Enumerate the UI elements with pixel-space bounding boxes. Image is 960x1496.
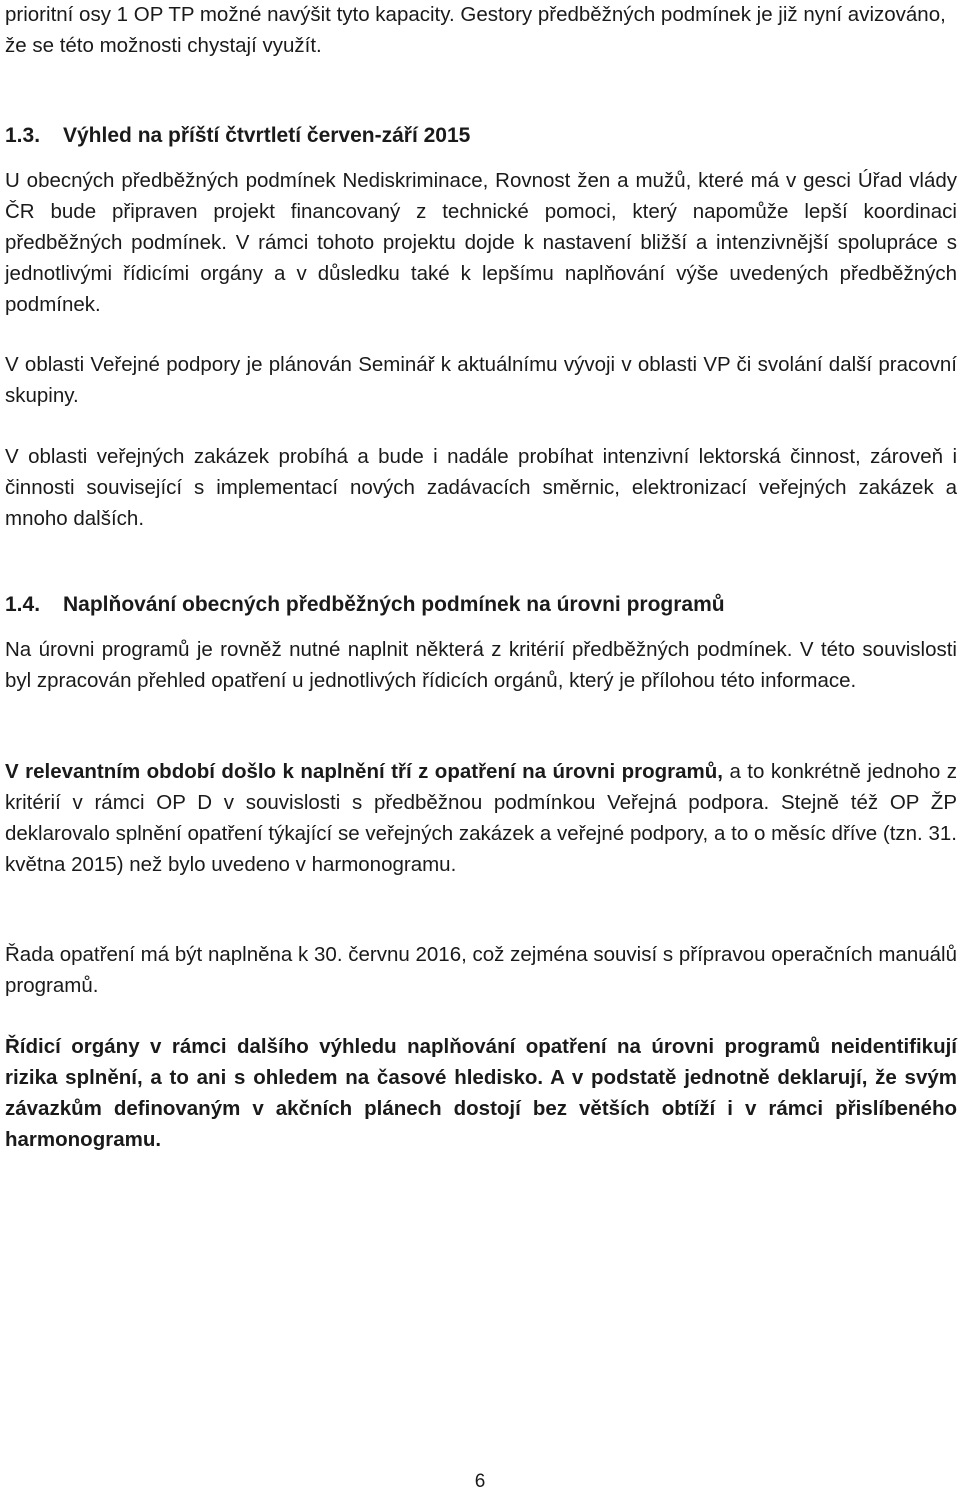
paragraph-nediskriminace: U obecných předběžných podmínek Nediskriminace, Rovnost žen a mužů, které má v gesci Úřad vlády ČR bude připraven projekt financovaný z technické pomoci, který napomůže lepší koordinaci předběžných podmínek. V rámci tohoto projektu dojde k nastavení bližší a intenzivnější spolupráce s jednotlivými řídicími orgány a v důsledku také k lepšímu naplňování výše uvedených předběžných podmínek. <box>5 169 957 316</box>
section-heading-1-4 <box>5 589 957 620</box>
page-number: 6 <box>474 1471 486 1492</box>
paragraph-bold-lead: V relevantním období došlo k naplnění tří z opatření na úrovni programů, <box>5 760 723 783</box>
section-title: Naplňování obecných předběžných podmínek na úrovni programů <box>63 593 725 616</box>
paragraph-uroven-programu: Na úrovni programů je rovněž nutné naplnit některá z kritérií předběžných podmínek. V této souvislosti byl zpracován přehled opatření u jednotlivých řídicích orgánů, který je přílohou této informace. <box>5 638 957 692</box>
section-number: 1.4. <box>5 593 41 616</box>
paragraph-verejne-zakazky: V oblasti veřejných zakázek probíhá a bude i nadále probíhat intenzivní lektorská činnost, zároveň i činnosti související s implementací nových zadávacích směrnic, elektronizací veřejných zakázek a mnoho dalších. <box>5 445 957 530</box>
paragraph-rest: a to konkrétně jednoho z kritérií v rámci OP D v souvislosti s předběžnou podmínkou Veřejná podpora. Stejně též OP ŽP deklarovalo splnění opatření týkající se veřejných zakázek a veřejné podpory, a to o měsíc dříve (tzn. 31. května 2015) než bylo uvedeno v harmonogramu. <box>5 760 958 876</box>
paragraph-rada-opatreni: Řada opatření má být naplněna k 30. červnu 2016, což zejména souvisí s přípravou operačních manuálů programů. <box>5 943 957 997</box>
section-number: 1.3. <box>5 124 41 147</box>
section-title: Výhled na příští čtvrtletí červen-září 2015 <box>63 124 471 147</box>
paragraph-verejna-podpora: V oblasti Veřejné podpory je plánován Seminář k aktuálnímu vývoji v oblasti VP či svolání další pracovní skupiny. <box>5 353 957 407</box>
paragraph-intro-continuation: prioritní osy 1 OP TP možné navýšit tyto kapacity. Gestory předběžných podmínek je již nyní avizováno, že se této možnosti chystají využít. <box>5 3 946 57</box>
paragraph-ridici-organy: Řídicí orgány v rámci dalšího výhledu naplňování opatření na úrovni programů neidentifikují rizika splnění, a to ani s ohledem na časové hledisko. A v podstatě jednotně deklarují, že svým závazkům definovaným v akčních plánech dostojí bez větších obtíží i v rámci přislíbeného harmonogramu. <box>5 1035 957 1151</box>
section-heading-1-3 <box>5 120 957 151</box>
paragraph-relevantni-obdobi <box>5 756 957 880</box>
